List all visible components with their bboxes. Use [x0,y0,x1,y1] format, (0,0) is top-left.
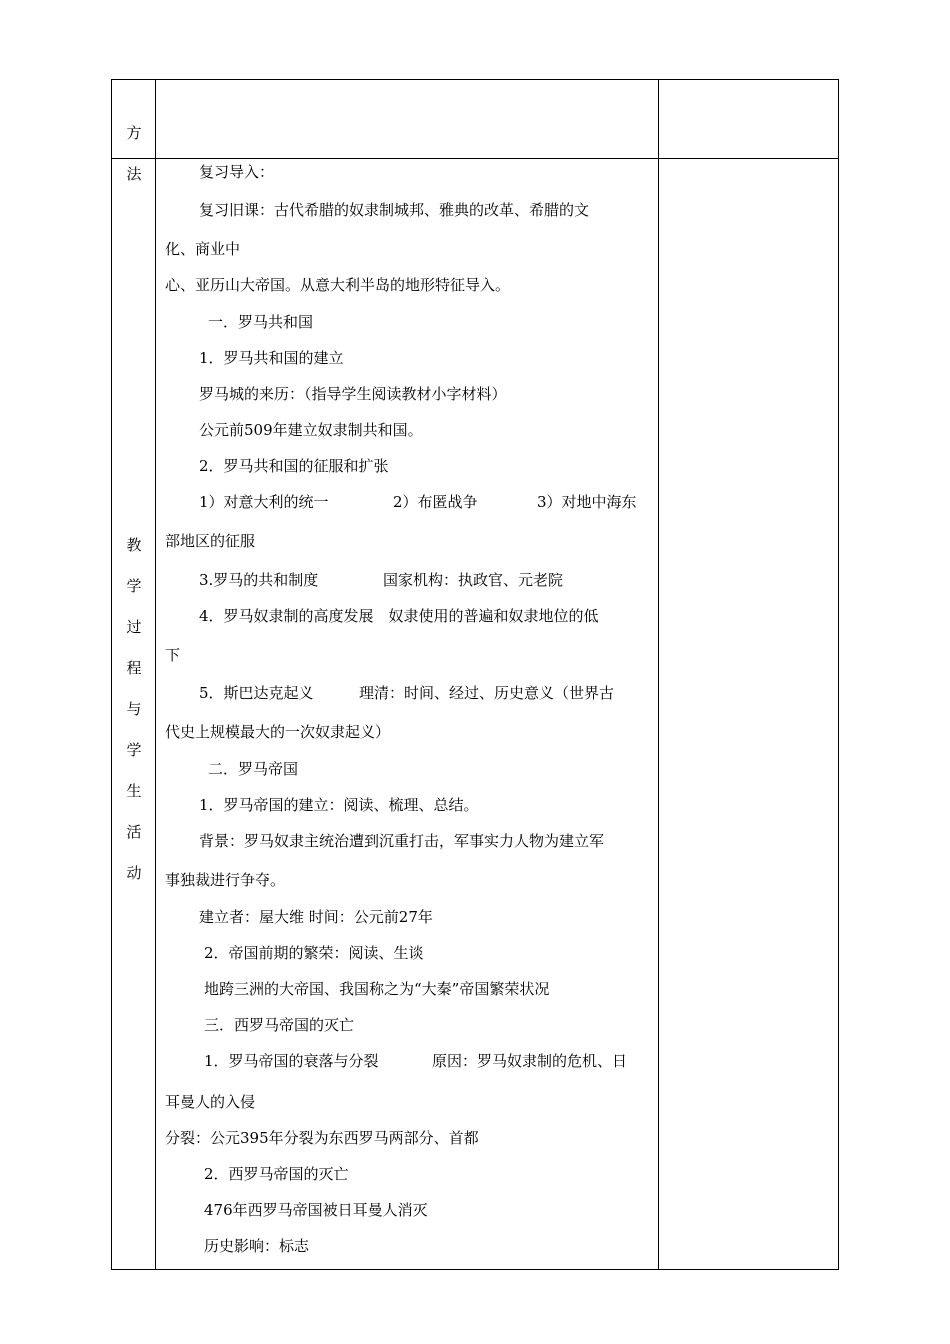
column-divider-right [658,80,659,1269]
vertical-label-char: 过 [126,618,142,636]
vertical-label-char: 与 [126,700,142,718]
subsection-heading: 2．帝国前期的繁荣：阅读、生谈 [204,944,424,962]
review-intro-heading: 复习导入： [199,163,275,181]
label-fa: 法 [126,165,142,183]
content-line: 476年西罗马帝国被日耳曼人消灭 [204,1201,428,1219]
vertical-label-char: 程 [126,659,142,677]
column-divider-left [155,80,156,1269]
lesson-plan-table [111,79,839,1270]
label-fang: 方 [126,124,142,142]
content-line: 下 [165,646,181,664]
row-divider [112,158,838,159]
subsection-heading: 1．罗马共和国的建立 [199,349,344,367]
vertical-label-char: 动 [126,864,142,882]
content-line: 事独裁进行争夺。 [165,871,286,889]
content-line: 部地区的征服 [165,532,256,550]
subsection-heading: 3.罗马的共和制度 [199,571,319,589]
subsection-heading: 5．斯巴达克起义 [199,684,314,702]
content-line: 背景：罗马奴隶主统治遭到沉重打击，军事实力人物为建立军 [199,832,605,850]
content-line: 罗马城的来历：（指导学生阅读教材小字材料） [199,385,507,403]
content-line: 耳曼人的入侵 [165,1093,256,1111]
content-line: 地跨三洲的大帝国、我国称之为“大秦”帝国繁荣状况 [204,980,550,998]
content-line: 心、亚历山大帝国。从意大利半岛的地形特征导入。 [165,276,511,294]
content-line: 历史影响：标志 [204,1237,310,1255]
content-line: 原因：罗马奴隶制的危机、日 [432,1052,628,1070]
subsection-heading: 2．西罗马帝国的灭亡 [204,1165,349,1183]
subsection-heading: 1．罗马帝国的衰落与分裂 [204,1052,379,1070]
content-line: 建立者：屋大维 时间：公元前27年 [199,908,433,926]
content-line: 化、商业中 [165,240,241,258]
vertical-label-char: 教 [126,536,142,554]
vertical-label-char: 学 [126,741,142,759]
section-heading: 三．西罗马帝国的灭亡 [204,1016,355,1034]
vertical-label-char: 生 [126,782,142,800]
content-line: 代史上规模最大的一次奴隶起义） [165,723,391,741]
content-line: 3）对地中海东 [537,493,637,511]
content-line: 国家机构：执政官、元老院 [383,571,564,589]
content-line: 理清：时间、经过、历史意义（世界古 [359,684,615,702]
content-line: 复习旧课：古代希腊的奴隶制城邦、雅典的改革、希腊的文 [199,201,590,219]
content-line: 1）对意大利的统一 [199,493,329,511]
subsection-heading: 1．罗马帝国的建立：阅读、梳理、总结。 [199,796,479,814]
content-line: 公元前509年建立奴隶制共和国。 [199,421,423,439]
content-line: 分裂：公元395年分裂为东西罗马两部分、首都 [165,1129,479,1147]
section-heading: 二．罗马帝国 [208,760,299,778]
vertical-label-char: 活 [126,823,142,841]
section-heading: 一．罗马共和国 [208,313,314,331]
subsection-heading: 2．罗马共和国的征服和扩张 [199,457,389,475]
subsection-heading: 4．罗马奴隶制的高度发展 奴隶使用的普遍和奴隶地位的低 [199,607,599,625]
content-line: 2）布匿战争 [393,493,478,511]
vertical-label-char: 学 [126,577,142,595]
